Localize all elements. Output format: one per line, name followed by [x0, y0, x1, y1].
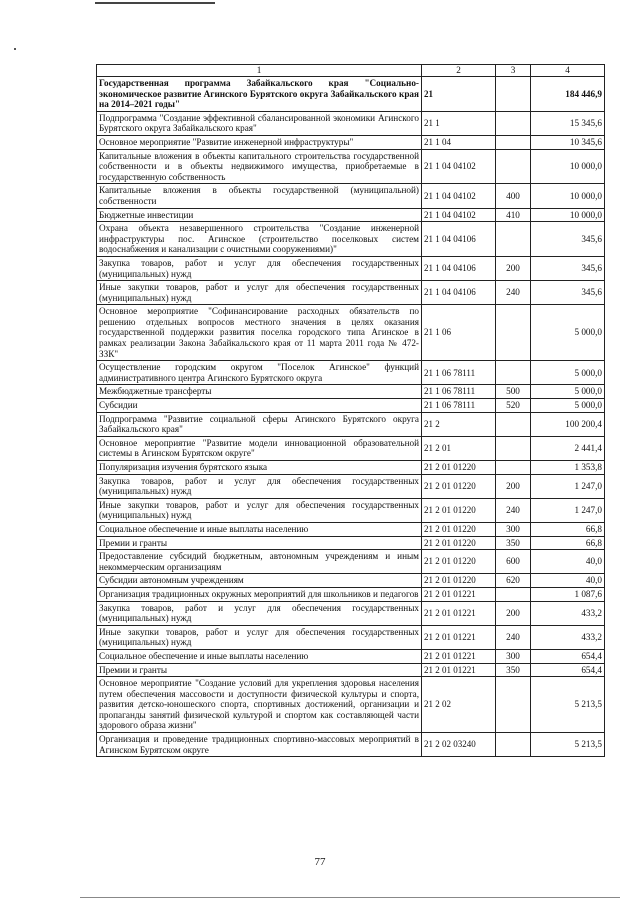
row-expense-type-cell [496, 733, 531, 757]
row-amount-cell: 10 000,0 [531, 149, 605, 184]
row-code-cell: 21 1 06 78111 [422, 361, 496, 385]
row-code-cell: 21 1 [422, 111, 496, 135]
row-expense-type-cell: 620 [496, 574, 531, 588]
row-amount-cell: 40,0 [531, 574, 605, 588]
row-expense-type-cell: 400 [496, 184, 531, 208]
row-name-cell: Подпрограмма "Развитие социальной сферы Агинского Бурятского округа Забайкальского края" [97, 412, 422, 436]
table-row [97, 522, 605, 536]
row-name-cell: Бюджетные инвестиции [97, 208, 422, 222]
table-row [97, 111, 605, 135]
row-name-cell: Организация традиционных окружных мероприятий для школьников и педагогов [97, 587, 422, 601]
table-body [97, 65, 605, 757]
row-name-cell: Иные закупки товаров, работ и услуг для обеспечения государственных (муниципальных) нужд [97, 498, 422, 522]
row-amount-cell: 345,6 [531, 256, 605, 280]
row-amount-cell: 5 213,5 [531, 733, 605, 757]
row-code-cell: 21 1 04 04102 [422, 184, 496, 208]
header-col-2: 2 [422, 65, 496, 77]
table-row [97, 184, 605, 208]
row-code-cell: 21 1 04 04106 [422, 256, 496, 280]
table-row [97, 256, 605, 280]
row-amount-cell: 1 247,0 [531, 474, 605, 498]
row-code-cell: 21 2 01 01221 [422, 625, 496, 649]
row-code-cell: 21 2 01 01220 [422, 498, 496, 522]
row-expense-type-cell [496, 149, 531, 184]
row-name-cell: Основное мероприятие "Софинансирование расходных обязательств по решению отдельных вопросов местного значения в целях оказания государственной поддержки развития поселка городского типа Агинское в рамках реализации Закона Забайкальского края от 11 марта 2011 года № 472-ЗЗК" [97, 305, 422, 361]
table-row [97, 385, 605, 399]
table-row [97, 550, 605, 574]
row-code-cell: 21 2 01 01221 [422, 663, 496, 677]
row-amount-cell: 66,8 [531, 536, 605, 550]
row-expense-type-cell [496, 222, 531, 257]
row-code-cell: 21 2 02 03240 [422, 733, 496, 757]
header-row [97, 65, 605, 77]
row-code-cell: 21 2 01 01220 [422, 461, 496, 475]
row-amount-cell: 66,8 [531, 522, 605, 536]
header-col-1: 1 [97, 65, 422, 77]
row-name-cell: Организация и проведение традиционных спортивно-массовых мероприятий в Агинском Бурятском округе [97, 733, 422, 757]
row-expense-type-cell [496, 677, 531, 733]
row-expense-type-cell [496, 305, 531, 361]
row-amount-cell: 40,0 [531, 550, 605, 574]
table-row [97, 412, 605, 436]
row-name-cell: Иные закупки товаров, работ и услуг для обеспечения государственных (муниципальных) нужд [97, 625, 422, 649]
row-expense-type-cell: 350 [496, 536, 531, 550]
row-name-cell: Государственная программа Забайкальского края "Социально-экономическое развитие Агинского Бурятского округа Забайкальского края на 2014–2021 годы" [97, 77, 422, 112]
row-expense-type-cell [496, 436, 531, 460]
row-amount-cell: 10 345,6 [531, 135, 605, 149]
row-amount-cell: 100 200,4 [531, 412, 605, 436]
row-expense-type-cell [496, 135, 531, 149]
row-code-cell: 21 [422, 77, 496, 112]
row-code-cell: 21 1 06 78111 [422, 399, 496, 413]
table-row [97, 399, 605, 413]
row-code-cell: 21 2 01 01221 [422, 587, 496, 601]
row-amount-cell: 2 441,4 [531, 436, 605, 460]
row-expense-type-cell: 200 [496, 474, 531, 498]
row-name-cell: Иные закупки товаров, работ и услуг для обеспечения государственных (муниципальных) нужд [97, 281, 422, 305]
row-code-cell: 21 2 01 01220 [422, 522, 496, 536]
row-name-cell: Капитальные вложения в объекты капитального строительства государственной собственности и в объекты недвижимого имущества, приобретаемые в государственную собственность [97, 149, 422, 184]
row-amount-cell: 1 353,8 [531, 461, 605, 475]
row-code-cell: 21 1 04 [422, 135, 496, 149]
row-expense-type-cell: 300 [496, 649, 531, 663]
row-name-cell: Закупка товаров, работ и услуг для обеспечения государственных (муниципальных) нужд [97, 474, 422, 498]
row-amount-cell: 1 087,6 [531, 587, 605, 601]
row-expense-type-cell: 240 [496, 281, 531, 305]
row-code-cell: 21 1 04 04102 [422, 208, 496, 222]
row-name-cell: Капитальные вложения в объекты государственной (муниципальной) собственности [97, 184, 422, 208]
table-row [97, 77, 605, 112]
row-name-cell: Закупка товаров, работ и услуг для обеспечения государственных (муниципальных) нужд [97, 601, 422, 625]
row-expense-type-cell [496, 77, 531, 112]
row-amount-cell: 1 247,0 [531, 498, 605, 522]
row-expense-type-cell: 520 [496, 399, 531, 413]
header-col-4: 4 [531, 65, 605, 77]
row-code-cell: 21 2 01 01220 [422, 536, 496, 550]
table-row [97, 587, 605, 601]
row-amount-cell: 345,6 [531, 222, 605, 257]
row-amount-cell: 433,2 [531, 601, 605, 625]
row-code-cell: 21 1 06 [422, 305, 496, 361]
row-amount-cell: 5 000,0 [531, 385, 605, 399]
row-expense-type-cell [496, 111, 531, 135]
row-name-cell: Основное мероприятие "Развитие модели инновационной образовательной системы в Агинском Бурятском округе" [97, 436, 422, 460]
table-row [97, 208, 605, 222]
scan-bottom-edge [80, 897, 620, 898]
table-row [97, 222, 605, 257]
row-code-cell: 21 2 01 01221 [422, 601, 496, 625]
row-amount-cell: 5 000,0 [531, 305, 605, 361]
row-name-cell: Предоставление субсидий бюджетным, автономным учреждениям и иным некоммерческим организациям [97, 550, 422, 574]
table-row [97, 601, 605, 625]
table-row [97, 625, 605, 649]
row-name-cell: Межбюджетные трансферты [97, 385, 422, 399]
table-row [97, 574, 605, 588]
row-amount-cell: 15 345,6 [531, 111, 605, 135]
row-expense-type-cell: 240 [496, 498, 531, 522]
row-amount-cell: 433,2 [531, 625, 605, 649]
row-code-cell: 21 1 04 04106 [422, 281, 496, 305]
row-amount-cell: 5 213,5 [531, 677, 605, 733]
row-code-cell: 21 1 04 04102 [422, 149, 496, 184]
row-code-cell: 21 2 [422, 412, 496, 436]
table-row [97, 733, 605, 757]
page-number: 77 [314, 856, 326, 868]
row-code-cell: 21 1 04 04106 [422, 222, 496, 257]
row-expense-type-cell [496, 587, 531, 601]
row-amount-cell: 10 000,0 [531, 208, 605, 222]
row-expense-type-cell [496, 412, 531, 436]
table-row [97, 461, 605, 475]
table-row [97, 281, 605, 305]
table-row [97, 474, 605, 498]
budget-table [96, 64, 605, 757]
table-row [97, 663, 605, 677]
header-col-3: 3 [496, 65, 531, 77]
row-expense-type-cell [496, 461, 531, 475]
scan-speck [14, 48, 16, 50]
row-name-cell: Премии и гранты [97, 536, 422, 550]
row-code-cell: 21 2 01 01220 [422, 550, 496, 574]
row-name-cell: Основное мероприятие "Создание условий для укрепления здоровья населения путем обеспечения массовости и доступности физической культуры и спорта, развития детско-юношеского спорта, спортивных достижений, организации и пропаганды занятий физической культурой и спортом как составляющей части здорового образа жизни" [97, 677, 422, 733]
row-name-cell: Премии и гранты [97, 663, 422, 677]
row-code-cell: 21 2 01 01220 [422, 474, 496, 498]
row-name-cell: Субсидии автономным учреждениям [97, 574, 422, 588]
row-name-cell: Субсидии [97, 399, 422, 413]
table-row [97, 305, 605, 361]
row-expense-type-cell: 300 [496, 522, 531, 536]
row-code-cell: 21 2 01 01220 [422, 574, 496, 588]
row-name-cell: Осуществление городским округом "Поселок Агинское" функций административного центра Агинского Бурятского округа [97, 361, 422, 385]
row-expense-type-cell: 410 [496, 208, 531, 222]
row-amount-cell: 10 000,0 [531, 184, 605, 208]
table-row [97, 649, 605, 663]
row-code-cell: 21 2 01 01221 [422, 649, 496, 663]
row-name-cell: Основное мероприятие "Развитие инженерной инфраструктуры" [97, 135, 422, 149]
row-amount-cell: 654,4 [531, 663, 605, 677]
row-amount-cell: 184 446,9 [531, 77, 605, 112]
table-row [97, 135, 605, 149]
table-row [97, 436, 605, 460]
row-name-cell: Социальное обеспечение и иные выплаты населению [97, 522, 422, 536]
row-expense-type-cell: 350 [496, 663, 531, 677]
table-row [97, 361, 605, 385]
row-code-cell: 21 1 06 78111 [422, 385, 496, 399]
row-amount-cell: 5 000,0 [531, 361, 605, 385]
table-row [97, 149, 605, 184]
row-name-cell: Закупка товаров, работ и услуг для обеспечения государственных (муниципальных) нужд [97, 256, 422, 280]
row-amount-cell: 5 000,0 [531, 399, 605, 413]
row-name-cell: Охрана объекта незавершенного строительства "Создание инженерной инфраструктуры пос. Агинское (строительство поселковых систем водоснабжения и канализации с очистными сооружениями)" [97, 222, 422, 257]
row-expense-type-cell: 200 [496, 256, 531, 280]
row-expense-type-cell: 200 [496, 601, 531, 625]
table-row [97, 536, 605, 550]
scan-edge-mark [95, 2, 215, 4]
row-expense-type-cell: 240 [496, 625, 531, 649]
row-expense-type-cell [496, 361, 531, 385]
table-row [97, 677, 605, 733]
row-expense-type-cell: 600 [496, 550, 531, 574]
row-code-cell: 21 2 01 [422, 436, 496, 460]
row-name-cell: Популяризация изучения бурятского языка [97, 461, 422, 475]
row-amount-cell: 654,4 [531, 649, 605, 663]
row-expense-type-cell: 500 [496, 385, 531, 399]
row-name-cell: Социальное обеспечение и иные выплаты населению [97, 649, 422, 663]
table-row [97, 498, 605, 522]
row-name-cell: Подпрограмма "Создание эффективной сбалансированной экономики Агинского Бурятского округа Забайкальского края" [97, 111, 422, 135]
row-amount-cell: 345,6 [531, 281, 605, 305]
row-code-cell: 21 2 02 [422, 677, 496, 733]
